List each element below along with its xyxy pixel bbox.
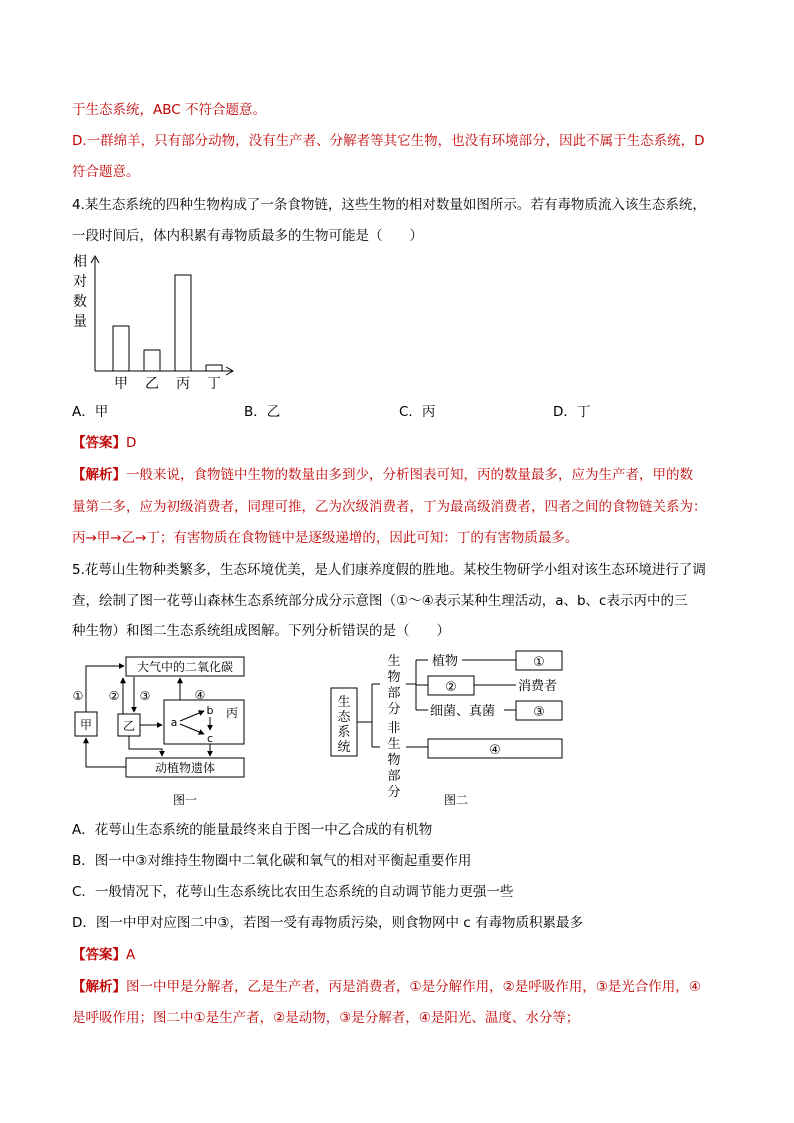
prev-text-line-3: 符合题意。: [72, 164, 140, 180]
prev-text-line-1: 于生态系统，ABC 不符合题意。: [72, 102, 266, 118]
bar-1: [113, 326, 129, 371]
y-label-char-3: 数: [73, 294, 87, 310]
bar-3: [175, 275, 191, 371]
arrow-yi-remains: [129, 736, 162, 756]
bio-char: 分: [387, 702, 401, 717]
q5-analysis-line-2: 是呼吸作用；图二中①是生产者，②是动物，③是分解者，④是阳光、温度、水分等；: [72, 1010, 580, 1026]
bing-label: 丙: [225, 706, 239, 720]
bio-char: 物: [387, 670, 401, 685]
consumer-label: 消费者: [518, 679, 558, 694]
yi-label: 乙: [122, 719, 136, 733]
q5-figure-2: [328, 648, 568, 810]
bar-4: [206, 365, 222, 371]
answer-value: A: [126, 947, 136, 963]
q4-option-a: A．甲: [72, 404, 109, 420]
y-label-char-1: 相: [73, 254, 87, 270]
x-tick-label: 甲: [114, 376, 128, 392]
q4-option-b: B．乙: [244, 404, 281, 420]
jia-label: 甲: [79, 718, 93, 732]
org-b: b: [206, 704, 214, 717]
analysis-text: 一般来说，食物链中生物的数量由多到少，分析图表可知，丙的数量最多，应为生产者，甲的数: [126, 467, 693, 483]
box-1-label: ①: [533, 655, 545, 670]
x-tick-label: 丁: [207, 376, 221, 392]
root-char: 系: [337, 725, 351, 740]
q5-stem-line-3: 种生物）和图二生态系统组成图解。下列分析错误的是（ ）: [72, 623, 450, 639]
q5-stem-line-1: 5.花萼山生物种类繁多，生态环境优美，是人们康养度假的胜地。某校生物研学小组对该生态环境进行了调: [72, 562, 706, 578]
q4-analysis-line-1: [72, 465, 693, 485]
q4-option-c: C．丙: [399, 404, 436, 420]
label-2: ②: [108, 689, 120, 703]
answer-value: D: [126, 435, 137, 451]
q4-bar-chart: [68, 250, 238, 392]
q5-analysis-line-1: [72, 977, 701, 997]
box-2-label: ②: [445, 680, 457, 695]
q4-y-label: [73, 253, 87, 330]
figure-2-caption: 图二: [443, 793, 469, 807]
label-4: ④: [194, 688, 206, 702]
decomposer-label: 细菌、真菌: [430, 704, 496, 719]
remains-label: 动植物遗体: [154, 761, 216, 775]
answer-tag: 【答案】: [72, 435, 126, 451]
analysis-tag: 【解析】: [72, 467, 126, 483]
org-a: a: [170, 716, 178, 729]
root-char: 态: [337, 710, 351, 725]
q5-option-a: A．花萼山生态系统的能量最终来自于图一中乙合成的有机物: [72, 822, 433, 838]
nonbio-char: 物: [387, 753, 401, 768]
q5-stem-line-2: 查，绘制了图一花萼山森林生态系统部分成分示意图（①～④表示某种生理活动，a、b、c表示丙中的三: [72, 593, 688, 609]
nonbio-char: 生: [387, 737, 401, 752]
nonbio-label: [387, 720, 400, 800]
org-c: c: [206, 732, 214, 745]
analysis-tag: 【解析】: [72, 979, 126, 995]
q5-option-d: D．图一中甲对应图二中③，若图一受有毒物质污染，则食物网中 c 有毒物质积累最多: [72, 915, 584, 931]
nonbio-char: 部: [387, 769, 401, 784]
nonbio-char: 分: [387, 785, 401, 800]
y-label-char-2: 对: [73, 274, 87, 290]
q5-answer: [72, 945, 135, 965]
root-char: 生: [337, 695, 351, 710]
q4-stem-line-1: 4.某生态系统的四种生物构成了一条食物链，这些生物的相对数量如图所示。若有毒物质流入该生态系统，: [72, 197, 706, 213]
root-char: 统: [337, 740, 351, 755]
plant-label: 植物: [432, 654, 459, 669]
bio-char: 部: [387, 686, 401, 701]
prev-text-line-2: D.一群绵羊，只有部分动物，没有生产者、分解者等其它生物，也没有环境部分，因此不属于生态系统，D: [72, 133, 705, 149]
nonbio-char: 非: [387, 721, 401, 736]
figure-1-caption: 图一: [172, 793, 198, 807]
q5-figure-1: [60, 648, 260, 810]
answer-tag: 【答案】: [72, 947, 126, 963]
q5-option-c: C．一般情况下，花萼山生态系统比农田生态系统的自动调节能力更强一些: [72, 884, 514, 900]
q4-analysis-line-3: 丙→甲→乙→丁；有害物质在食物链中是逐级递增的，因此可知：丁的有害物质最多。: [72, 530, 579, 546]
x-tick-label: 乙: [145, 376, 159, 392]
label-1: ①: [72, 689, 84, 703]
q5-option-b: B．图一中③对维持生物圈中二氧化碳和氧气的相对平衡起重要作用: [72, 853, 472, 869]
y-label-char-4: 量: [73, 314, 87, 330]
q4-answer: [72, 433, 136, 453]
x-tick-label: 丙: [176, 376, 190, 392]
label-3: ③: [139, 689, 151, 703]
box-4-label: ④: [489, 743, 501, 758]
bio-label: [387, 653, 400, 717]
q4-analysis-line-2: 量第二多，应为初级消费者，同理可推，乙为次级消费者，丁为最高级消费者，四者之间的食物链关系为：: [72, 499, 707, 515]
bio-char: 生: [387, 654, 401, 669]
co2-label: 大气中的二氧化碳: [136, 660, 234, 674]
q4-option-d: D．丁: [553, 404, 591, 420]
arrow-remains-jia: [86, 738, 126, 767]
q4-stem-line-2: 一段时间后，体内积累有毒物质最多的生物可能是（ ）: [72, 228, 423, 244]
bar-2: [144, 350, 160, 371]
box-3-label: ③: [533, 705, 545, 720]
analysis-text: 图一中甲是分解者，乙是生产者，丙是消费者，①是分解作用，②是呼吸作用，③是光合作用，④: [126, 979, 701, 995]
root-label: [337, 694, 351, 755]
